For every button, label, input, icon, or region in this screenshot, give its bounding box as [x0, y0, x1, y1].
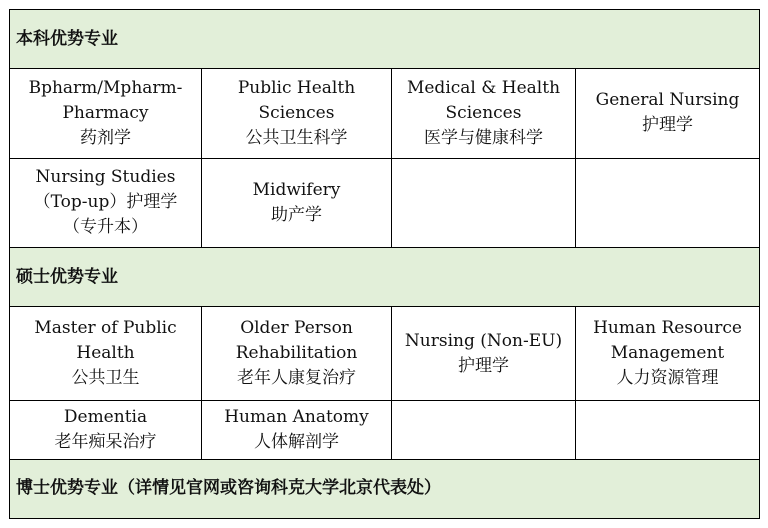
program-cell — [202, 158, 392, 248]
program-cell — [10, 69, 202, 159]
program-line: 公共卫生 — [71, 368, 140, 389]
program-cell — [10, 158, 202, 248]
program-line: Human Anatomy — [224, 406, 369, 427]
empty-cell — [576, 400, 760, 459]
program-line: Dementia — [63, 406, 148, 427]
program-line: General Nursing — [595, 90, 740, 111]
program-line: Older Person — [240, 318, 353, 339]
section-header-doctoral: 博士优势专业（详情见官网或咨询科克大学北京代表处） — [10, 459, 760, 518]
program-line: Public Health — [237, 77, 356, 98]
program-line: 老年痴呆治疗 — [54, 431, 157, 452]
program-line: Management — [610, 343, 725, 364]
programs-table — [9, 9, 760, 519]
section-header-undergraduate: 本科优势专业 — [10, 10, 760, 69]
program-cell — [576, 307, 760, 401]
program-cell — [202, 307, 392, 401]
program-cell — [392, 307, 576, 401]
program-line: 医学与健康科学 — [424, 127, 543, 148]
empty-cell — [576, 158, 760, 248]
section-header-masters: 硕士优势专业 — [10, 248, 760, 307]
program-line: Rehabilitation — [235, 343, 358, 364]
program-line: 公共卫生科学 — [245, 127, 348, 148]
program-line: Master of Public — [34, 318, 177, 339]
program-line: Sciences — [445, 102, 522, 123]
program-line: Nursing (Non-EU) — [404, 330, 563, 351]
program-line: Human Resource — [593, 318, 742, 339]
program-line: 护理学 — [642, 115, 693, 136]
program-line: 护理学 — [458, 355, 509, 376]
program-line: Pharmacy — [62, 102, 149, 123]
program-line: （专升本） — [63, 217, 148, 238]
program-cell — [10, 400, 202, 459]
program-cell — [576, 69, 760, 159]
program-line: 药剂学 — [80, 127, 131, 148]
program-cell — [202, 69, 392, 159]
program-line: Midwifery — [252, 179, 341, 200]
program-line: 人力资源管理 — [616, 368, 719, 389]
program-line: Sciences — [258, 102, 335, 123]
program-line: Nursing Studies — [35, 167, 176, 188]
program-cell — [202, 400, 392, 459]
program-line: Bpharm/Mpharm- — [28, 77, 183, 98]
program-line: 人体解剖学 — [254, 431, 339, 452]
program-line: 助产学 — [271, 204, 322, 225]
programs-table-body — [10, 10, 760, 519]
program-line: Medical & Health — [406, 77, 561, 98]
program-line: Health — [76, 343, 135, 364]
program-line: （Top-up）护理学 — [33, 192, 178, 213]
empty-cell — [392, 158, 576, 248]
program-line: 老年人康复治疗 — [237, 368, 356, 389]
empty-cell — [392, 400, 576, 459]
program-cell — [10, 307, 202, 401]
program-cell — [392, 69, 576, 159]
